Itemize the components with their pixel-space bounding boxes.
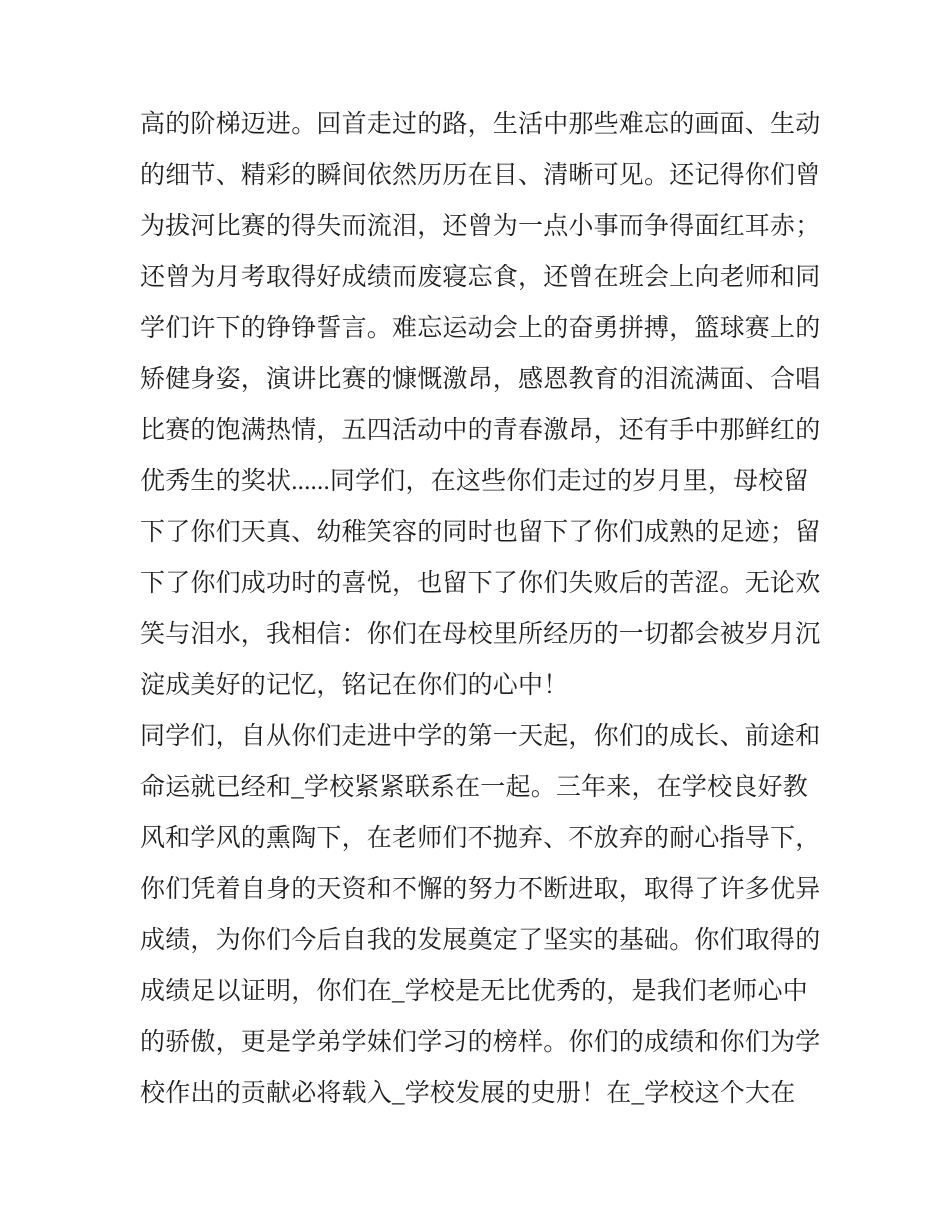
text-line: 优秀生的奖状......同学们，在这些你们走过的岁月里，母校留 — [140, 468, 809, 495]
text-line: 为拔河比赛的得失而流泪，还曾为一点小事而争得面红耳赤； — [140, 213, 821, 240]
text-line: 你们凭着自身的天资和不懈的努力不断进取，取得了许多优异 — [140, 876, 821, 903]
text-line: 成绩足以证明，你们在_学校是无比优秀的，是我们老师心中 — [140, 978, 808, 1005]
text-block — [140, 99, 830, 1119]
paragraph-memories — [140, 99, 830, 711]
text-line: 成绩，为你们今后自我的发展奠定了坚实的基础。你们取得的 — [140, 927, 821, 954]
text-line: 学们许下的铮铮誓言。难忘运动会上的奋勇拼搏，篮球赛上的 — [140, 315, 821, 342]
text-line: 校作出的贡献必将载入_学校发展的史册！在_学校这个大在 — [140, 1080, 796, 1107]
text-line: 的骄傲，更是学弟学妹们学习的榜样。你们的成绩和你们为学 — [140, 1029, 821, 1056]
text-line: 比赛的饱满热情，五四活动中的青春激昂，还有手中那鲜红的 — [140, 417, 821, 444]
text-line: 矫健身姿，演讲比赛的慷慨激昂，感恩教育的泪流满面、合唱 — [140, 366, 821, 393]
text-line: 风和学风的熏陶下，在老师们不抛弃、不放弃的耐心指导下， — [140, 825, 821, 852]
text-line: 还曾为月考取得好成绩而废寝忘食，还曾在班会上向老师和同 — [140, 264, 821, 291]
text-line: 同学们，自从你们走进中学的第一天起，你们的成长、前途和 — [140, 723, 821, 750]
text-line: 下了你们天真、幼稚笑容的同时也留下了你们成熟的足迹；留 — [140, 519, 821, 546]
text-line: 高的阶梯迈进。回首走过的路，生活中那些难忘的画面、生动 — [140, 111, 821, 138]
text-line: 下了你们成功时的喜悦，也留下了你们失败后的苦涩。无论欢 — [140, 570, 821, 597]
text-line: 命运就已经和_学校紧紧联系在一起。三年来，在学校良好教 — [140, 774, 808, 801]
paragraph-growth — [140, 711, 830, 1119]
text-line: 的细节、精彩的瞬间依然历历在目、清晰可见。还记得你们曾 — [140, 162, 821, 189]
text-line: 笑与泪水，我相信：你们在母校里所经历的一切都会被岁月沉 — [140, 621, 821, 648]
text-line: 淀成美好的记忆，铭记在你们的心中！ — [140, 672, 569, 699]
